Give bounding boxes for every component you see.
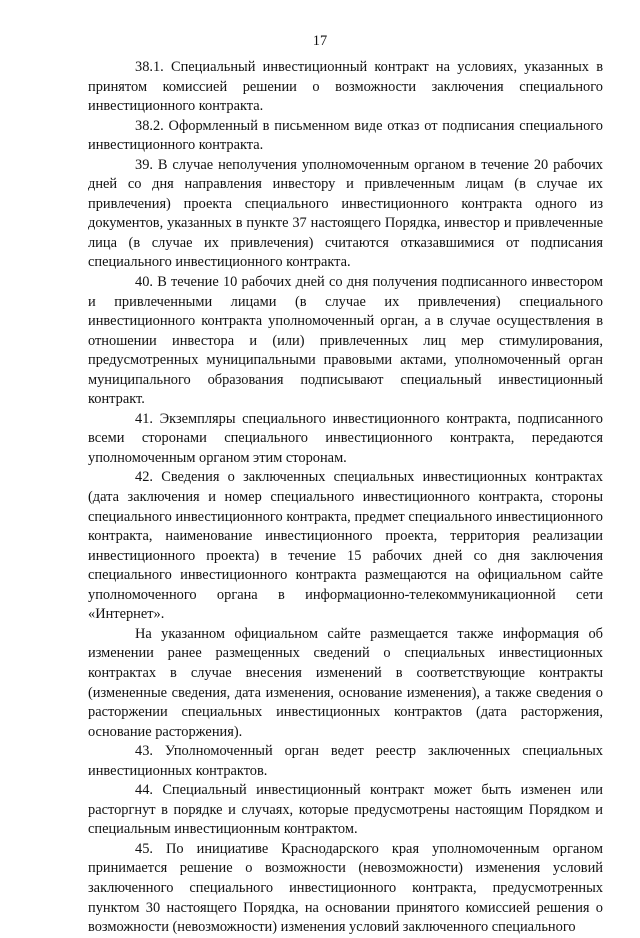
- paragraph-45: 45. По инициативе Краснодарского края уполномоченным органом принимается решение о возможности (невозможности) изменения условий заключенного специального инвестиционного контракта, предусмотренных пунктом 30 настоящего Порядка, на основании принятого комиссией решения о возможности (невозможности) изменения условий заключенного специального: [88, 840, 603, 936]
- paragraph-43: 43. Уполномоченный орган ведет реестр заключенных специальных инвестиционных контрактов.: [88, 743, 603, 779]
- page-number: 17: [312, 33, 328, 49]
- paragraph-42: 42. Сведения о заключенных специальных инвестиционных контрактах (дата заключения и номер специального инвестиционного контракта, стороны специального инвестиционного контракта, предмет специального инвестиционного контракта, наименование инвестиционного проекта, территория реализации инвестиционного проекта) в течение 15 рабочих дней со дня заключения специального инвестиционного контракта размещаются на официальном сайте уполномоченного органа в информационно-телекоммуникационной сети «Интернет».: [88, 469, 603, 623]
- paragraph-38-1: 38.1. Специальный инвестиционный контракт на условиях, указанных в принятом комиссией решении о возможности заключения специального инвестиционного контракта.: [88, 59, 603, 115]
- paragraph-44: 44. Специальный инвестиционный контракт может быть изменен или расторгнут в порядке и случаях, которые предусмотрены настоящим Порядком и специальным инвестиционным контрактом.: [88, 782, 603, 838]
- paragraph-39: 39. В случае неполучения уполномоченным органом в течение 20 рабочих дней со дня направления инвестору и привлеченным лицам (в случае их привлечения) проекта специального инвестиционного контракта одного из документов, указанных в пункте 37 настоящего Порядка, инвестор и привлеченные лица (в случае их привлечения) считаются отказавшимися от подписания специального инвестиционного контракта.: [88, 156, 603, 271]
- paragraph-41: 41. Экземпляры специального инвестиционного контракта, подписанного всеми сторонами специального инвестиционного контракта, передаются уполномоченным органом этим сторонам.: [88, 410, 603, 466]
- paragraph-38-2: 38.2. Оформленный в письменном виде отказ от подписания специального инвестиционного контракта.: [88, 117, 603, 154]
- paragraph-42-continued: На указанном официальном сайте размещается также информация об изменении ранее размещенных сведений о специальных инвестиционных контрактах в случае внесения изменений в соответствующие контракты (измененные сведения, дата изменения, основание изменения), а также сведения о расторжении специальных инвестиционных контрактов (дата расторжения, основание расторжения).: [88, 625, 603, 740]
- document-body: [88, 58, 603, 938]
- paragraph-40: 40. В течение 10 рабочих дней со дня получения подписанного инвестором и привлеченными лицами (в случае их привлечения) специального инвестиционного контракта уполномоченный орган, а в случае осуществления в отношении инвестора и (или) привлеченных лиц мер стимулирования, предусмотренных муниципальными правовыми актами, уполномоченный орган муниципального образования подписывают специальный инвестиционный контракт.: [88, 274, 603, 408]
